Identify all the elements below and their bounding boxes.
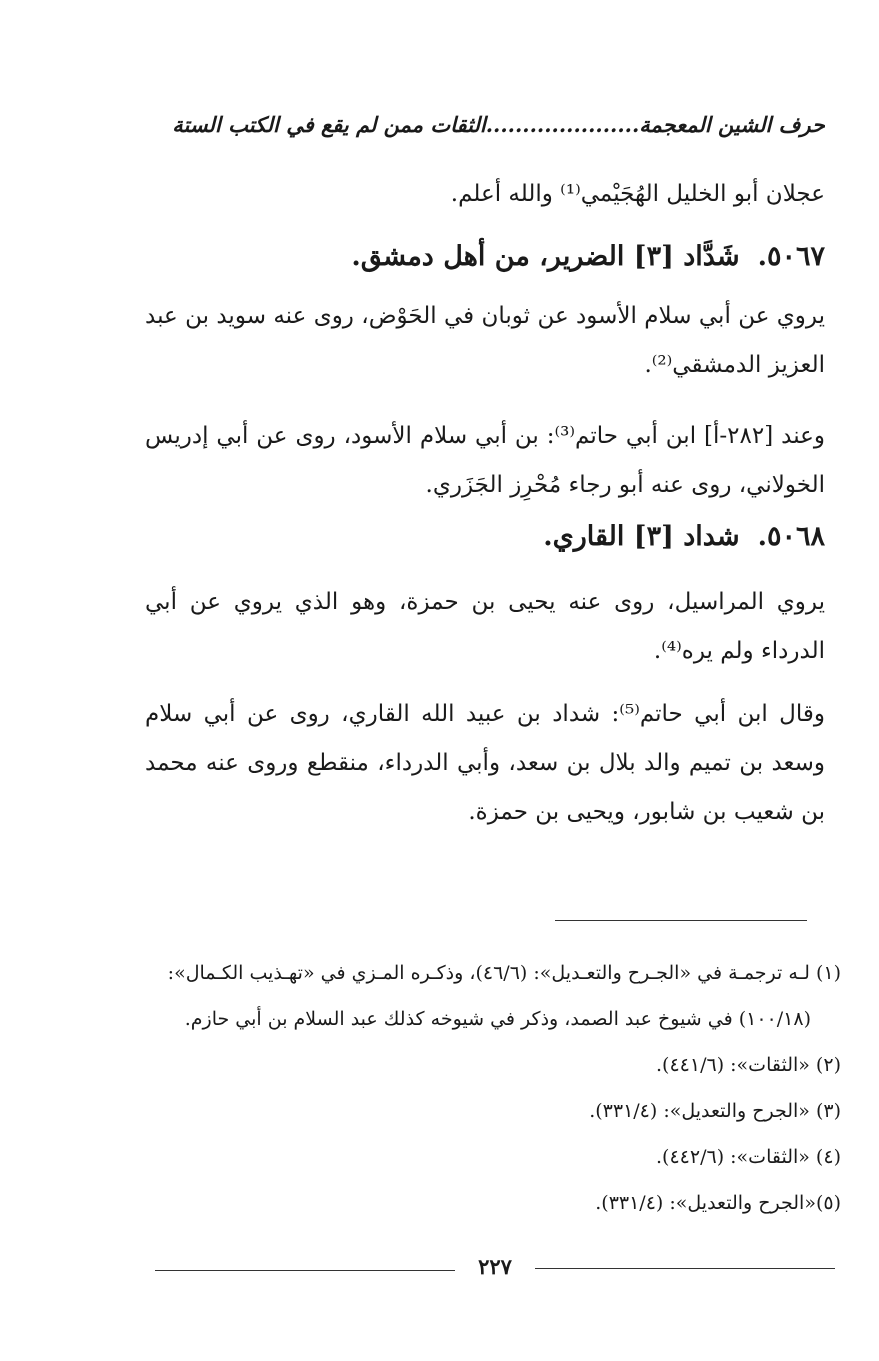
paragraph-text: وعند [٢٨٢-أ] ابن أبي حاتم⁽³⁾: بن أبي سلام الأسود، روى عن أبي إدريس الخولاني، روى عنه أبو رجاء مُحْرِز الجَزَري.	[145, 423, 825, 498]
footnote: (٣) «الجرح والتعديل»: (٣٣١/٤).	[589, 1100, 841, 1122]
entry-title: شداد [٣] القاري.	[543, 521, 740, 552]
entry-paragraph	[145, 292, 825, 390]
entry-heading	[145, 232, 825, 282]
footnote-separator	[555, 920, 807, 921]
entry-number: ٥٠٦٧.	[757, 241, 825, 272]
footnote: (٢) «الثقات»: (٤٤١/٦).	[656, 1054, 841, 1076]
page-footer	[155, 1254, 835, 1300]
footer-rule-left	[155, 1270, 455, 1271]
footnote: (١) لـه ترجمـة في «الجـرح والتعـديل»: (٤٦/٦)، وذكـره المـزي في «تهـذيب الكـمال»:	[167, 962, 841, 984]
entry-heading	[145, 512, 825, 562]
chapter-name: حرف الشين المعجمة	[639, 112, 825, 137]
footer-rule-right	[535, 1268, 835, 1269]
paragraph-text: وقال ابن أبي حاتم⁽⁵⁾: شداد بن عبيد الله القاري، روى عن أبي سلام وسعد بن تميم والد بلال بن سعد، وأبي الدرداء، منقطع وروى عنه محمد بن شعيب بن شابور، ويحيى بن حمزة.	[145, 701, 825, 825]
paragraph-text: يروي عن أبي سلام الأسود عن ثوبان في الحَوْض، روى عنه سويد بن عبد العزيز الدمشقي⁽²⁾.	[145, 303, 825, 378]
book-title: الثقات ممن لم يقع في الكتب الستة	[172, 112, 486, 137]
header-dots: .....................	[485, 112, 640, 137]
page-number: ٢٢٧	[478, 1254, 512, 1279]
entry-paragraph	[145, 412, 825, 510]
entry-paragraph	[145, 578, 825, 676]
footnote-continuation: (١٠٠/١٨) في شيوخ عبد الصمد، وذكر في شيوخه كذلك عبد السلام بن أبي حازم.	[184, 1008, 811, 1030]
paragraph-text: يروي المراسيل، روى عنه يحيى بن حمزة، وهو الذي يروي عن أبي الدرداء ولم يره⁽⁴⁾.	[145, 589, 825, 664]
footnotes	[141, 950, 841, 1226]
entry-paragraph	[145, 690, 825, 837]
running-header	[160, 112, 825, 152]
footnote: (٤) «الثقات»: (٤٤٢/٦).	[656, 1146, 841, 1168]
footnote: (٥)«الجرح والتعديل»: (٣٣١/٤).	[595, 1192, 841, 1214]
entry-number: ٥٠٦٨.	[757, 521, 825, 552]
entry-title: شَدَّاد [٣] الضرير، من أهل دمشق.	[351, 241, 740, 272]
intro-line: عجلان أبو الخليل الهُجَيْمي⁽¹⁾ والله أعلم.	[450, 181, 825, 207]
